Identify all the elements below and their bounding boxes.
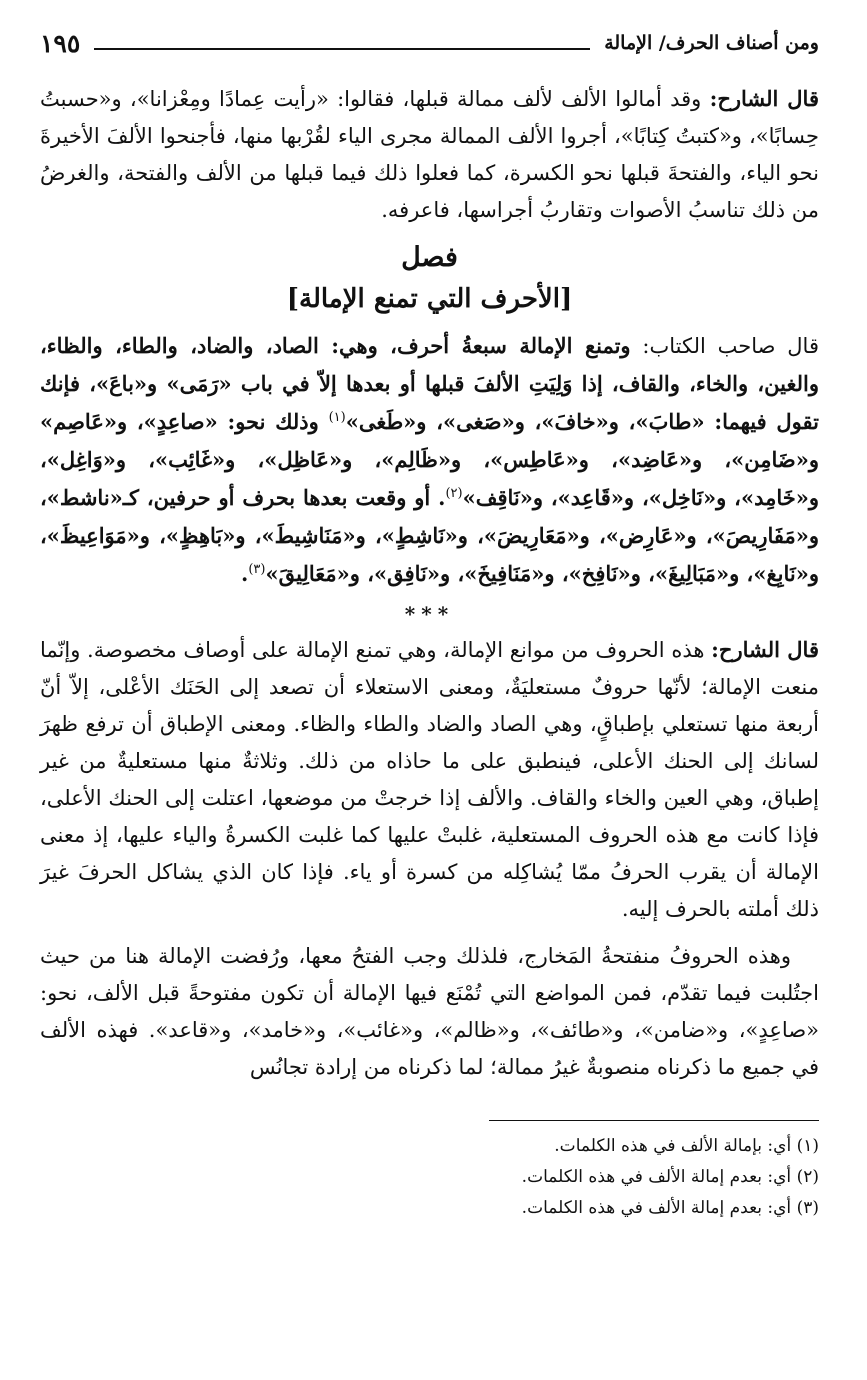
paragraph-text: وتمنع الإمالة سبعةُ أحرف، وهي: الصاد، والضاد، والطاء، والظاء، والغين، والخاء، والقاف، إذا وَلِيَتِ الألفَ قبلها أو بعدها إلاّ في باب «رَمَى» و«باعَ»، فإنك تقول فيهما: «طابَ»، و«خافَ»، و«صَغى»، و«طَغى» — [40, 333, 820, 434]
footnote-number: (٢) — [796, 1167, 819, 1187]
paragraph-text: وهذه الحروفُ منفتحةُ المَخارج، فلذلك وجب الفتحُ معها، ورُفضت الإمالة هنا من حيث اجتُلبت فيما تقدّم، فمن المواضع التي تُمْنَع فيها الإمالة أن تكون مفتوحةً قبل الألف، نحو: «صاعِدٍ»، و«ضامن»، و«طائف»، و«ظالم»، و«غائب»، و«خامد»، و«قاعد». فهذه الألف في جميع ما ذكرناه منصوبةٌ غيرُ ممالة؛ لما ذكرناه من إرادة تجانُس — [40, 944, 819, 1079]
footnote-text: أي: بعدم إمالة الألف في هذه الكلمات. — [521, 1167, 792, 1187]
footnote-1 — [40, 1131, 819, 1162]
footnote-ref-3: (٣) — [248, 562, 266, 577]
running-header — [40, 26, 819, 60]
running-title: ومن أصناف الحرف/ الإمالة — [604, 32, 819, 54]
footnote-text: أي: بإمالة الألف في هذه الكلمات. — [554, 1136, 792, 1156]
paragraph-author-text — [40, 327, 819, 593]
footnotes-list — [40, 1131, 819, 1224]
footnote-rule — [489, 1120, 819, 1121]
footnote-3 — [40, 1193, 819, 1224]
page-number: ١٩٥ — [40, 28, 81, 58]
paragraph-commentary-2 — [40, 631, 819, 928]
footnote-ref-2: (٢) — [445, 486, 463, 501]
commentator-label: قال الشارح: — [709, 86, 819, 111]
footnote-number: (٣) — [796, 1198, 819, 1218]
section-subtitle: [الأحرف التي تمنع الإمالة] — [286, 284, 573, 314]
footnote-number: (١) — [796, 1136, 819, 1156]
footnote-text: أي: بعدم إمالة الألف في هذه الكلمات. — [521, 1198, 792, 1218]
section-divider-stars: *** — [404, 602, 455, 626]
footnote-2 — [40, 1162, 819, 1193]
paragraph-gap — [40, 928, 819, 938]
paragraph-commentary-1 — [40, 80, 819, 229]
author-label: قال صاحب الكتاب: — [630, 334, 819, 358]
paragraph-text: . أو وقعت بعدها بحرف أو حرفين، كـ«ناشط»، و«مَفَارِيصَ»، و«عَارِض»، و«مَعَارِيضَ»، و«نَاشِطٍ»، و«مَنَاشِيطَ»، و«بَاهِظٍ»، و«مَوَاعِيظَ»، و«نَابِغ»، و«مَبَالِيغَ»، و«نَافِخ»، و«مَنَافِيخَ»، و«نَافِق»، و«مَعَالِيقَ» — [40, 485, 819, 586]
commentator-label: قال الشارح: — [711, 637, 819, 662]
paragraph-text: . — [241, 561, 249, 586]
paragraph-text: وقد أمالوا الألف لألف ممالة قبلها، فقالوا: «رأيت عِمادًا ومِعْزانا»، و«حسبتُ حِسابًا»، و«كتبتُ كِتابًا»، أجروا الألف الممالة مجرى الياء لقُرْبها منها، فأجنحوا الألفَ الأخيرةَ نحو الياء، والفتحةَ قبلها نحو الكسرة، كما فعلوا ذلك فيما قبلها من الألف والفتحة، والغرضُ من ذلك تناسبُ الأصوات وتقاربُ أجراسها، فاعرفه. — [40, 87, 819, 222]
header-rule — [94, 48, 590, 50]
paragraph-commentary-3 — [40, 938, 819, 1086]
paragraph-text: هذه الحروف من موانع الإمالة، وهي تمنع الإمالة على أوصاف مخصوصة. وإنّما منعت الإمالة؛ لأنّها حروفٌ مستعليَةٌ، ومعنى الاستعلاء أن تصعد إلى الحَنَك الأعْلى، إلاّ أنّ أربعة منها تستعلي بإطباقٍ، وهي الصاد والضاد والطاء والظاء. ومعنى الإطباق أن ترفع ظهرَ لسانك إلى الحنك الأعلى، فينطبق على ما حاذاه من ذلك. وثلاثةٌ منها مستعليةٌ من غير إطباق، وهي العين والخاء والقاف. والألف إذا خرجتْ من موضعها، اعتلت إلى الحنك الأعلى، فإذا كانت مع هذه الحروف المستعلية، غلبتْ عليها كما غلبت الكسرةُ والياء عليها، إذ معنى الإمالة أن يقرب الحرفُ ممّا يُشاكِله من كسرة أو ياء. فإذا كان الذي يشاكل الحرفَ غيرَ ذلك أملته بالحرف إليه. — [40, 638, 819, 921]
paragraph-text: وذلك نحو: «صاعِدٍ»، و«عَاصِم» و«ضَامِن»، و«عَاضِد»، و«عَاطِس»، و«ظَالِم»، و«عَاظِل»، و«غَائِب»، و«وَاغِل»، و«خَامِد»، و«نَاخِل»، و«قَاعِد»، و«نَاقِف» — [40, 409, 819, 510]
footnote-ref-1: (١) — [328, 410, 346, 425]
section-title: فصل — [401, 242, 458, 273]
